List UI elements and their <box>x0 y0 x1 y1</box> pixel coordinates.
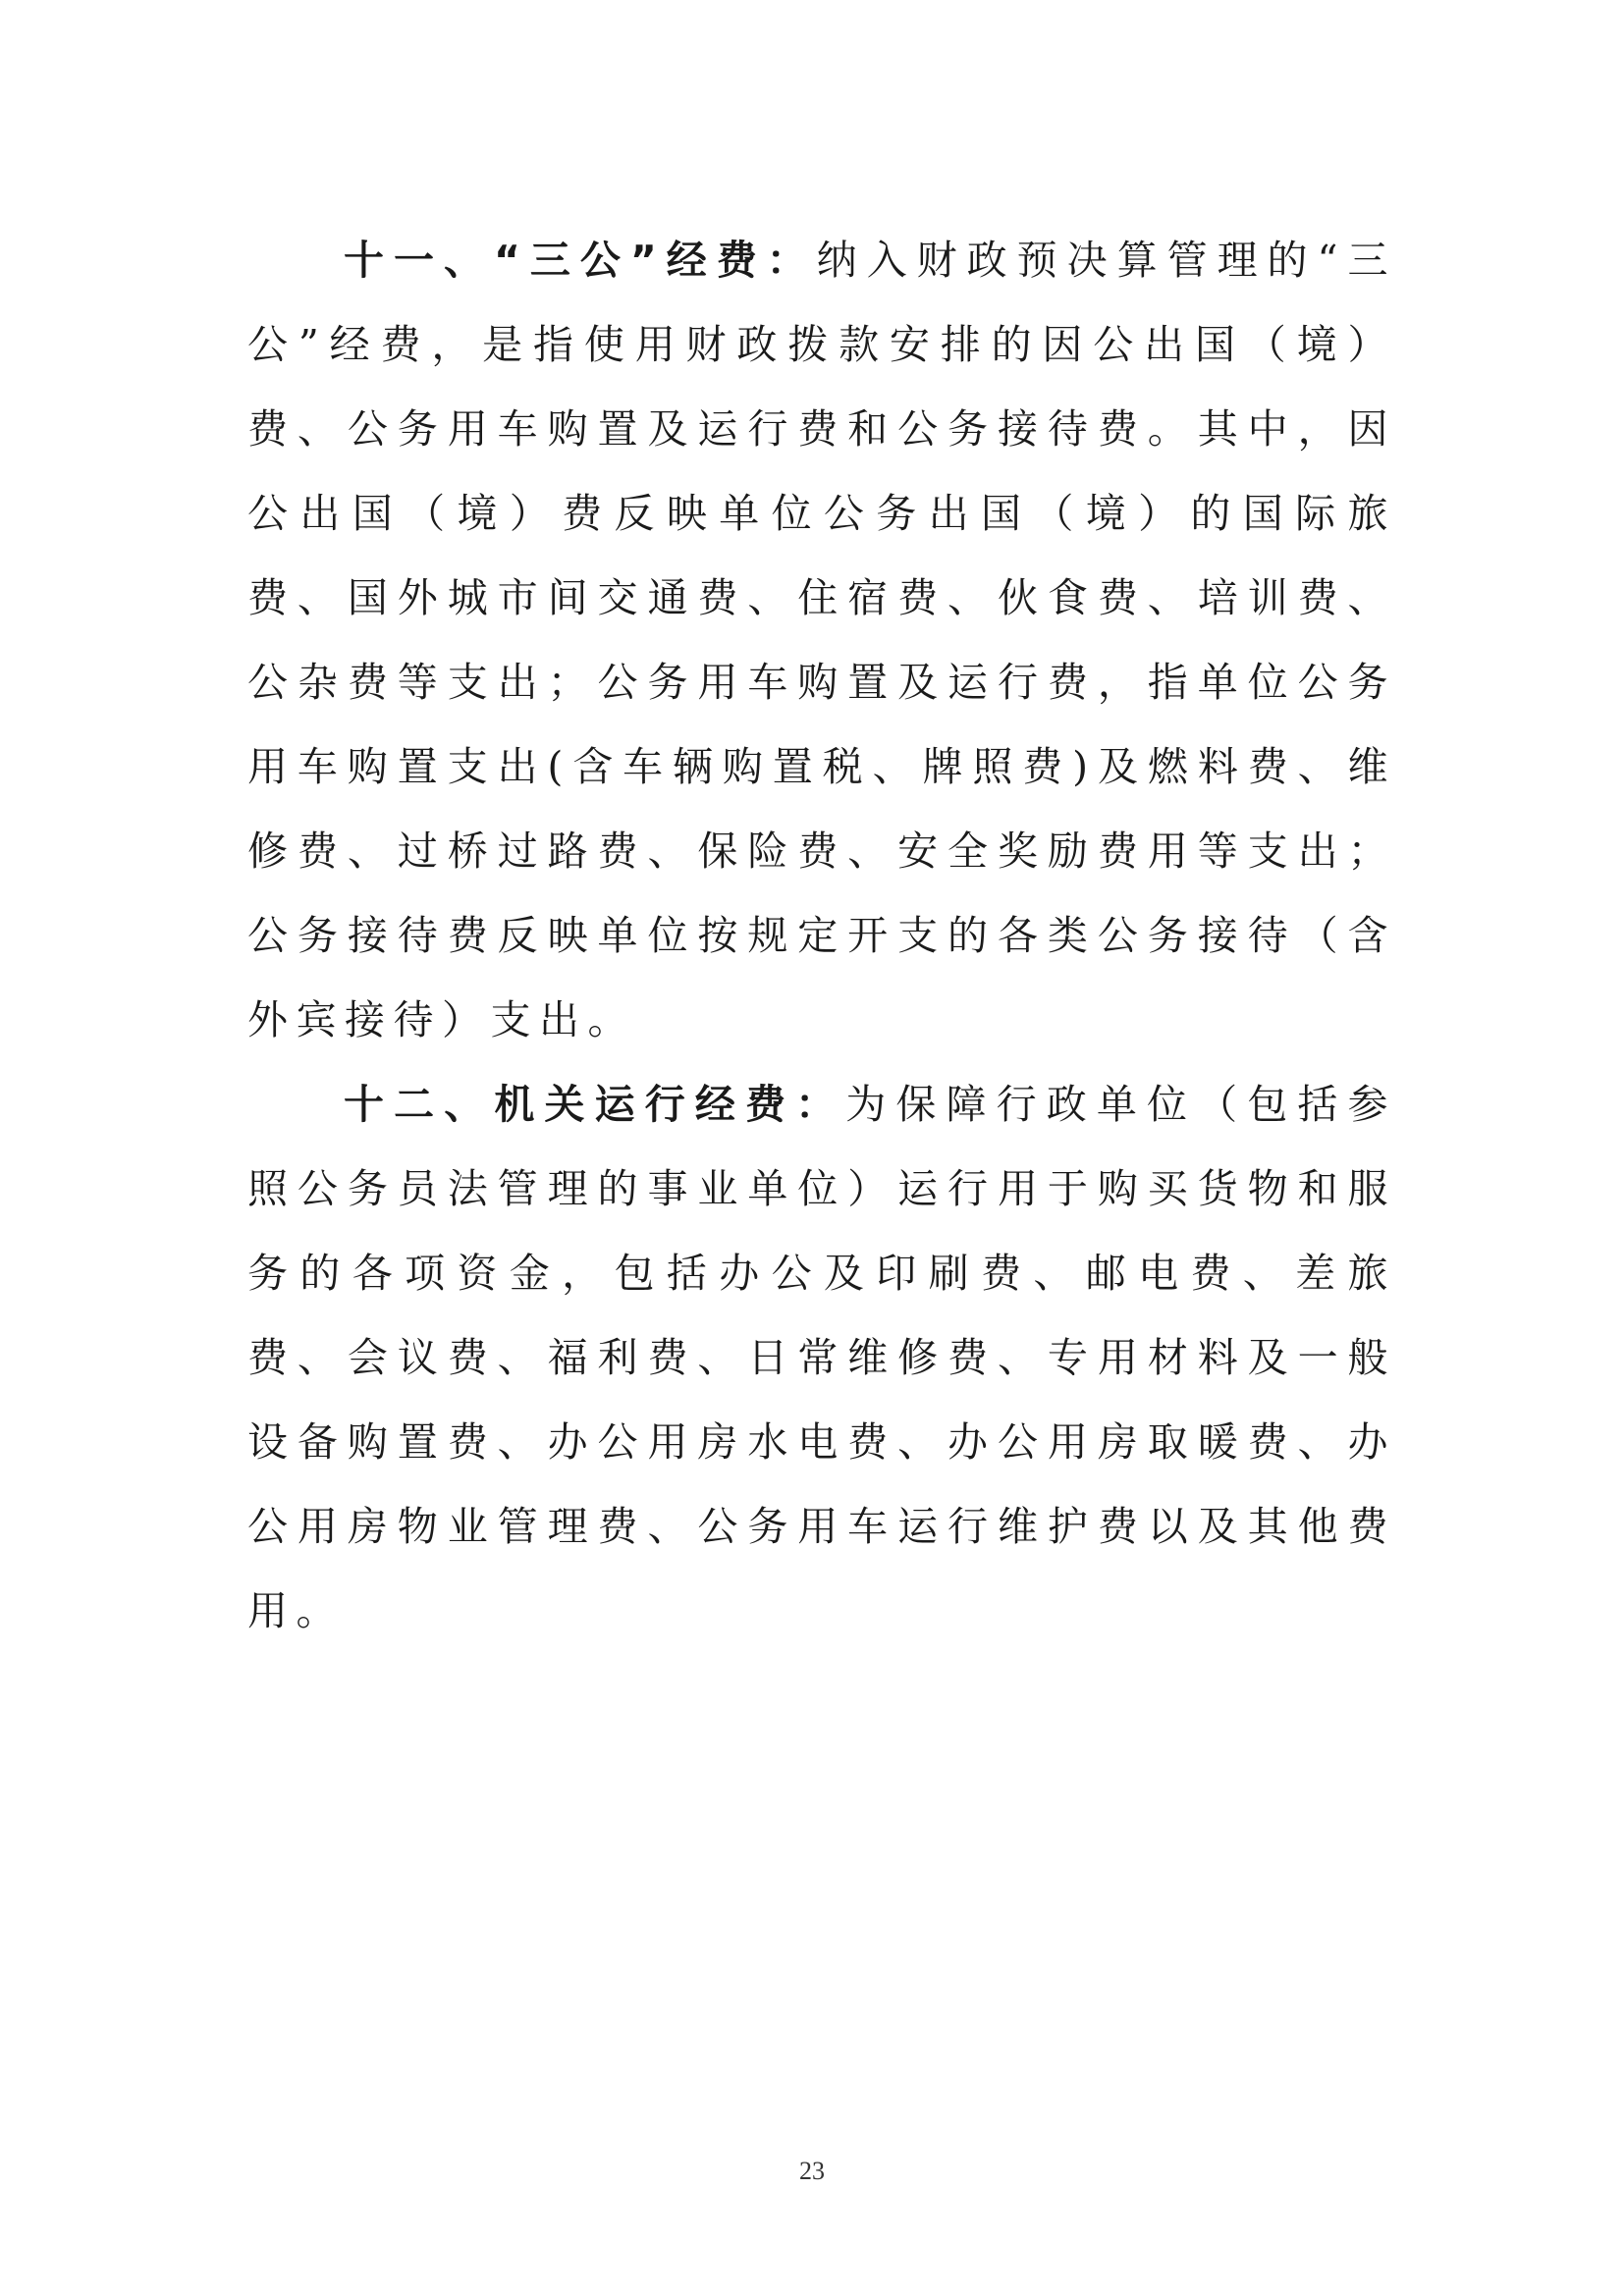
paragraph-operating-funds <box>247 1062 1396 1653</box>
page-number: 23 <box>799 2157 825 2185</box>
document-body <box>247 218 1396 1653</box>
paragraph-text: 纳入财政预决算管理的“三公”经费，是指使用财政拨款安排的因公出国（境）费、公务用车购置及运行费和公务接待费。其中，因公出国（境）费反映单位公务出国（境）的国际旅费、国外城市间交通费、住宿费、伙食费、培训费、公杂费等支出；公务用车购置及运行费，指单位公务用车购置支出(含车辆购置税、牌照费)及燃料费、维修费、过桥过路费、保险费、安全奖励费用等支出；公务接待费反映单位按规定开支的各类公务接待（含外宾接待）支出。 <box>247 237 1396 1043</box>
paragraph-san-gong-funds <box>247 218 1396 1062</box>
paragraph-text: 为保障行政单位（包括参照公务员法管理的事业单位）运行用于购买货物和服务的各项资金，包括办公及印刷费、邮电费、差旅费、会议费、福利费、日常维修费、专用材料及一般设备购置费、办公用房水电费、办公用房取暖费、办公用房物业管理费、公务用车运行维护费以及其他费用。 <box>247 1081 1396 1634</box>
paragraph-heading: 十二、机关运行经费： <box>344 1081 846 1128</box>
paragraph-heading: 十一、“三公”经费： <box>344 237 817 284</box>
